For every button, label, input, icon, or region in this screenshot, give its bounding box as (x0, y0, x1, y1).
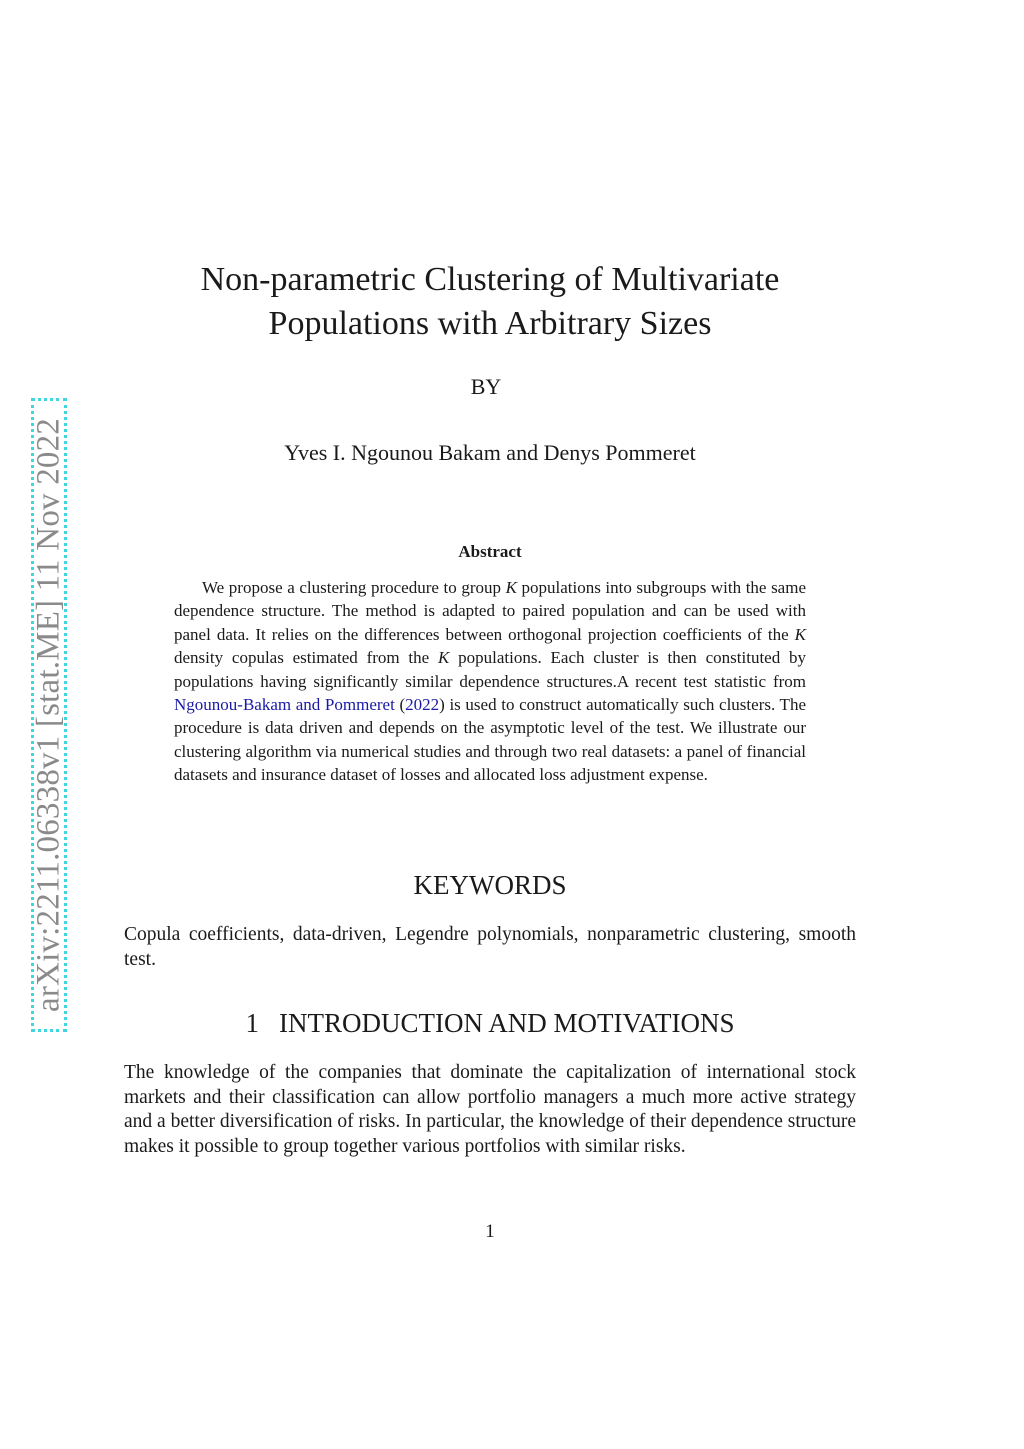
paper-title: Non-parametric Clustering of Multivariate Populations with Arbitrary Sizes (200, 261, 780, 342)
abstract-text: density copulas estimated from the (174, 648, 438, 668)
math-variable: K (438, 648, 450, 668)
page-number: 1 (485, 1221, 495, 1242)
abstract-heading: Abstract (458, 542, 522, 561)
keywords-text: Copula coefficients, data-driven, Legendre polynomials, nonparametric clustering, smooth test. (124, 924, 856, 970)
citation-paren: ) (439, 695, 445, 715)
math-variable: K (505, 578, 517, 597)
introduction-paragraph: The knowledge of the companies that dominate the capitalization of international stock markets and their classification can allow portfolio managers a much more active strategy and a better diversification of risks. In particular, the knowledge of their dependence structure makes it possible to group together various portfolios with similar risks. (124, 1062, 856, 1157)
abstract-text: populations. Each cluster is then constituted by populations having significantly similar dependence structures.A recent test statistic from (174, 648, 807, 691)
abstract-text: We propose a clustering procedure to group (202, 578, 506, 597)
citation-link[interactable]: Ngounou-Bakam and Pommeret (174, 695, 395, 715)
abstract-text: is used to construct automatically such clusters. The procedure is data driven and depends on the asymptotic level of the test. We illustrate our clustering algorithm via numerical studies and through two real datasets: a panel of financial datasets and insurance dataset of losses and allocated loss adjustment expense. (174, 695, 806, 785)
arxiv-stamp (31, 398, 67, 1032)
authors: Yves I. Ngounou Bakam and Denys Pommeret (284, 440, 696, 465)
abstract-body (174, 576, 806, 787)
introduction-heading (0, 1008, 980, 1039)
section-title: INTRODUCTION AND MOTIVATIONS (279, 1008, 735, 1038)
keywords-heading: KEYWORDS (413, 870, 567, 900)
citation-year-link[interactable]: 2022 (405, 695, 440, 715)
by-label: BY (470, 374, 502, 399)
abstract-text: populations into subgroups with the same dependence structure. The method is adapted to paired population and can be used with panel data. It relies on the differences between orthogonal projection coefficients of the (174, 578, 806, 644)
section-number: 1 (245, 1008, 259, 1038)
math-variable: K (794, 624, 806, 644)
arxiv-identifier: arXiv:2211.06338v1 [stat.ME] 11 Nov 2022 (30, 418, 67, 1012)
citation-paren: ( (394, 695, 406, 715)
